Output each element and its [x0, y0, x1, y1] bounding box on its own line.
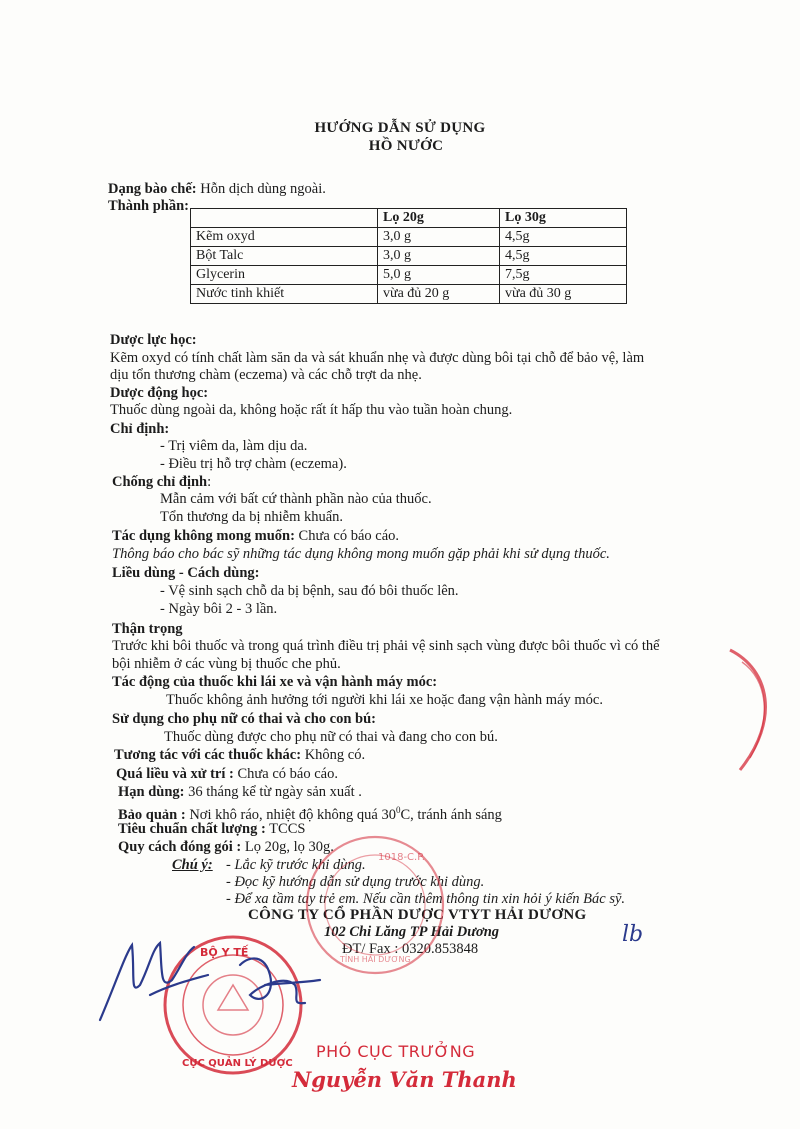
side-effects-note: Thông báo cho bác sỹ những tác dụng không mong muốn gặp phải khi sử dụng thuốc.	[112, 546, 610, 562]
contraindication-item: Mẫn cảm với bất cứ thành phần nào của thuốc.	[160, 491, 432, 507]
precautions-text: bội nhiễm ở các vùng bị thuốc che phủ.	[112, 656, 341, 672]
table-row	[191, 247, 627, 266]
dosage-form-line	[108, 180, 326, 198]
overdose-label: Quá liều và xử trí :	[116, 766, 234, 782]
table-cell: 7,5g	[500, 266, 627, 285]
table-cell: 5,0 g	[378, 266, 500, 285]
initials: lb	[622, 922, 644, 947]
approval-title: PHÓ CỤC TRƯỞNG	[316, 1042, 476, 1061]
agency-stamp-top: BỘ Y TẾ	[200, 946, 249, 959]
indication-item: - Trị viêm da, làm dịu da.	[160, 438, 308, 454]
quality-label: Tiêu chuẩn chất lượng :	[118, 821, 266, 837]
degree-sup: 0	[395, 805, 401, 815]
table-cell: 3,0 g	[378, 228, 500, 247]
expiry-line	[118, 783, 362, 801]
company-address: 102 Chi Lăng TP Hải Dương	[324, 924, 500, 940]
note-item: - Để xa tầm tay trẻ em. Nếu cần thêm thông tin xin hỏi ý kiến Bác sỹ.	[226, 891, 626, 907]
table-cell: Nước tinh khiết	[191, 285, 378, 304]
product-name: HỒ NƯỚC	[368, 138, 444, 154]
pregnancy-label: Sử dụng cho phụ nữ có thai và cho con bú:	[112, 711, 376, 727]
table-cell: 4,5g	[500, 228, 627, 247]
notes-label: Chú ý:	[172, 857, 213, 873]
approval-name: Nguyễn Văn Thanh	[292, 1067, 517, 1092]
edge-stamp-arc	[720, 640, 800, 780]
table-cell: 3,0 g	[378, 247, 500, 266]
interactions-value: Không có.	[304, 747, 366, 763]
dosage-form-value: Hỗn dịch dùng ngoài.	[200, 181, 326, 197]
contraindications-line	[112, 473, 211, 491]
side-effects-label: Tác dụng không mong muốn:	[112, 528, 295, 544]
quality-line	[118, 820, 305, 838]
table-cell: 4,5g	[500, 247, 627, 266]
table-cell: vừa đủ 20 g	[378, 285, 500, 304]
storage-value-end: C, tránh ánh sáng	[400, 806, 502, 823]
company-stamp-number: 1018-C.P.	[378, 852, 425, 863]
contraindications-label: Chống chỉ định	[112, 474, 208, 490]
dosage-label: Liều dùng - Cách dùng:	[112, 565, 260, 581]
storage-label: Bảo quản :	[118, 806, 186, 823]
table-cell: Kẽm oxyd	[191, 228, 378, 247]
table-cell: Glycerin	[191, 266, 378, 285]
pharmacokinetics-text: Thuốc dùng ngoài da, không hoặc rất ít hấp thu vào tuần hoàn chung.	[110, 402, 513, 418]
packaging-value: Lọ 20g, lọ 30g.	[244, 839, 334, 855]
table-row	[191, 285, 627, 304]
pharmacodynamics-label: Dược lực học:	[110, 332, 197, 348]
side-effects-value: Chưa có báo cáo.	[298, 528, 400, 544]
dosage-item: - Ngày bôi 2 - 3 lần.	[160, 601, 278, 617]
note-item: - Đọc kỹ hướng dẫn sử dụng trước khi dùng.	[226, 874, 485, 890]
side-effects-line	[112, 527, 399, 545]
indications-label: Chỉ định:	[110, 421, 170, 437]
table-cell: vừa đủ 30 g	[500, 285, 627, 304]
overdose-value: Chưa có báo cáo.	[237, 766, 338, 782]
pharmacodynamics-text: Kẽm oxyd có tính chất làm săn da và sát khuẩn nhẹ và được dùng bôi tại chỗ để bảo vệ, làm	[110, 350, 645, 366]
dosage-form-label: Dạng bào chế:	[108, 181, 197, 197]
dosage-item: - Vệ sinh sạch chỗ da bị bệnh, sau đó bôi thuốc lên.	[160, 583, 459, 599]
table-header-cell: Lọ 30g	[500, 209, 627, 228]
table-header-cell: Lọ 20g	[378, 209, 500, 228]
table-header-row	[191, 209, 627, 228]
table-row	[191, 266, 627, 285]
overdose-line	[116, 765, 338, 783]
table-cell: Bột Talc	[191, 247, 378, 266]
indication-item: - Điều trị hỗ trợ chàm (eczema).	[160, 456, 347, 472]
company-stamp-bottom: TỈNH HẢI DƯƠNG	[340, 955, 411, 964]
agency-stamp-bottom: CỤC QUẢN LÝ DƯỢC	[182, 1058, 293, 1069]
precautions-text: Trước khi bôi thuốc và trong quá trình điều trị phải vệ sinh sạch vùng được bôi thuốc vì có thể	[112, 638, 660, 654]
composition-label: Thành phần:	[108, 198, 190, 214]
expiry-label: Hạn dùng:	[118, 784, 185, 800]
interactions-label: Tương tác với các thuốc khác:	[114, 747, 302, 763]
expiry-value: 36 tháng kể từ ngày sản xuất .	[188, 784, 362, 800]
quality-value: TCCS	[269, 821, 306, 837]
composition-table	[190, 208, 627, 304]
document-title: HƯỚNG DẪN SỬ DỤNG	[314, 120, 486, 136]
driving-text: Thuốc không ảnh hưởng tới người khi lái xe hoặc đang vận hành máy móc.	[166, 692, 603, 708]
table-header-cell	[191, 209, 378, 228]
pregnancy-text: Thuốc dùng được cho phụ nữ có thai và đang cho con bú.	[164, 729, 498, 745]
company-name: CÔNG TY CỔ PHẦN DƯỢC VTYT HẢI DƯƠNG	[248, 907, 587, 923]
contraindications-colon: :	[207, 474, 212, 490]
company-phone: ĐT/ Fax : 0320.853848	[342, 941, 479, 957]
driving-label: Tác động của thuốc khi lái xe và vận hành máy móc:	[112, 674, 438, 690]
interactions-line	[114, 746, 365, 764]
note-item: - Lắc kỹ trước khi dùng.	[226, 857, 366, 873]
packaging-label: Quy cách đóng gói :	[118, 839, 242, 855]
storage-value: Nơi khô ráo, nhiệt độ không quá 30	[189, 806, 396, 823]
contraindication-item: Tổn thương da bị nhiễm khuẩn.	[160, 509, 344, 525]
signature-blue	[90, 925, 330, 1035]
precautions-label: Thận trọng	[112, 621, 183, 637]
table-row	[191, 228, 627, 247]
pharmacokinetics-label: Dược động học:	[110, 385, 209, 401]
pharmacodynamics-text: dịu tổn thương chàm (eczema) và các chỗ trợt da nhẹ.	[110, 367, 422, 383]
